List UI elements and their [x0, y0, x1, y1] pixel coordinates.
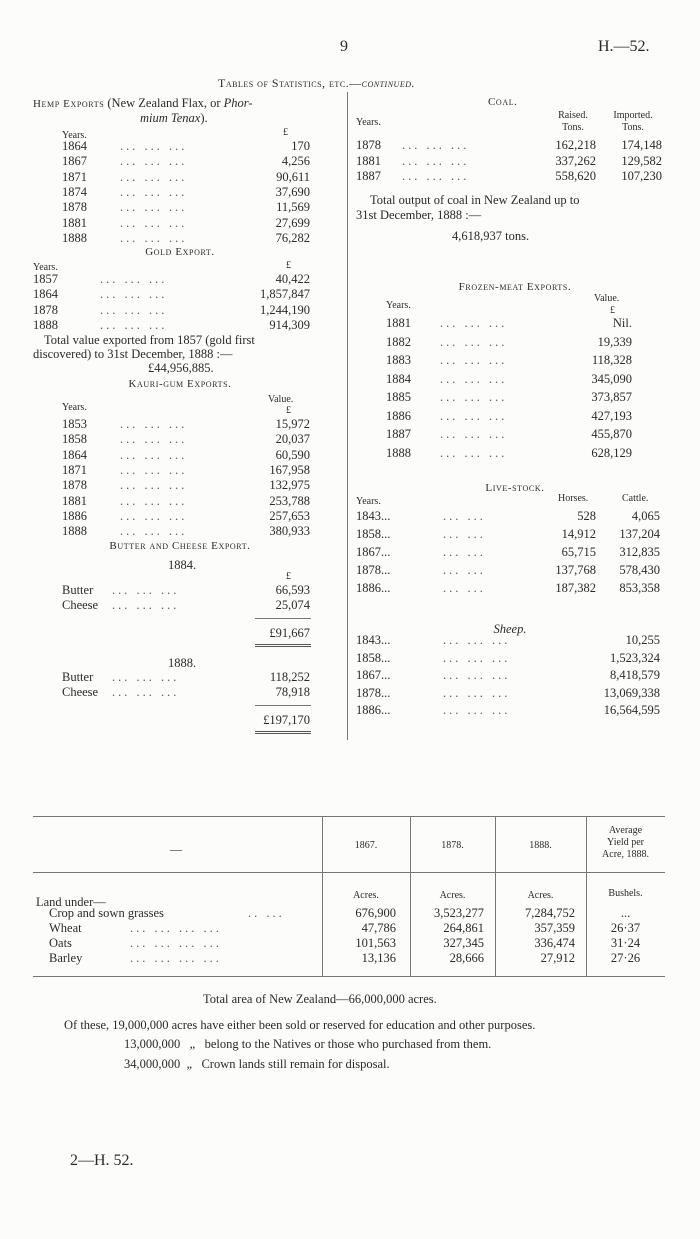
hemp-value: 76,282 — [275, 230, 310, 245]
hemp-leader-dots: ... ... ... — [120, 200, 188, 215]
frozen-value: 628,129 — [591, 445, 632, 460]
land-note-line1: Of these, 19,000,000 acres have either been sold or reserved for education and other purposes. — [64, 1018, 536, 1032]
kauri-value: 132,975 — [269, 478, 310, 493]
livestock-leader-dots: ... ... — [443, 545, 486, 559]
gold-year: 1864 — [33, 287, 58, 302]
coal-year: 1881 — [356, 153, 381, 168]
land-header-1878: 1878. — [441, 840, 464, 851]
gold-value: 1,857,847 — [260, 287, 310, 302]
gold-note-line2: discovered) to 31st December, 1888 :— — [33, 347, 233, 361]
document-reference: H.—52. — [598, 38, 650, 55]
kauri-leader-dots: ... ... ... — [120, 508, 188, 523]
land-value-1888: 357,359 — [534, 921, 575, 935]
kauri-value: 60,590 — [275, 447, 310, 462]
butter-leader-dots: ... ... ... — [112, 670, 180, 684]
sheep-leader-dots: ... ... ... — [443, 668, 511, 682]
livestock-year: 1843... — [356, 509, 391, 523]
frozen-year: 1884 — [386, 371, 411, 386]
kauri-value: 167,958 — [269, 462, 310, 477]
land-table-top-rule — [33, 816, 665, 817]
butter-label: Cheese — [62, 685, 99, 699]
hemp-year: 1878 — [62, 200, 87, 215]
hemp-year: 1871 — [62, 169, 87, 184]
kauri-year: 1853 — [62, 417, 87, 431]
butter-year-1888: 1888. — [168, 656, 197, 670]
land-table-bottom-rule — [33, 976, 665, 977]
kauri-value-header: Value. — [268, 394, 294, 405]
land-row-label: Wheat — [49, 921, 82, 935]
kauri-value: 257,653 — [269, 508, 310, 523]
land-yield: 31·24 — [610, 936, 641, 950]
livestock-year: 1878... — [356, 563, 391, 577]
frozen-year: 1881 — [386, 316, 411, 330]
livestock-cattle: 312,835 — [619, 545, 660, 559]
livestock-cattle: 4,065 — [631, 509, 660, 523]
land-total-area: Total area of New Zealand—66,000,000 acres. — [203, 992, 437, 1006]
butter-total-1888: £197,170 — [263, 713, 310, 727]
page-signature: 2—H. 52. — [70, 1152, 134, 1169]
frozen-year: 1883 — [386, 353, 411, 367]
land-value-1867: 676,900 — [355, 906, 396, 920]
livestock-year: 1867... — [356, 545, 391, 559]
coal-note-line2: 31st December, 1888 :— — [356, 208, 482, 222]
gold-note-line1: Total value exported from 1857 (gold first — [44, 333, 255, 347]
livestock-horses-header: Horses. — [558, 493, 589, 504]
livestock-leader-dots: ... ... — [443, 563, 486, 577]
land-row-label: Oats — [49, 936, 72, 950]
land-table-header-rule — [33, 872, 665, 873]
coal-leader-dots: ... ... ... — [402, 138, 470, 152]
kauri-leader-dots: ... ... ... — [120, 417, 188, 431]
gold-value: 40,422 — [275, 272, 310, 286]
coal-raised: 558,620 — [555, 169, 596, 183]
land-leader-dots: .. ... — [248, 906, 285, 920]
butter-total-1884: £91,667 — [269, 626, 310, 640]
butter-double-rule-1888 — [255, 731, 311, 734]
kauri-title: Kauri-gum Exports. — [128, 378, 232, 390]
hemp-value: 11,569 — [276, 200, 310, 215]
livestock-leader-dots: ... ... — [443, 509, 486, 523]
frozen-value: 373,857 — [591, 390, 632, 404]
frozen-year: 1885 — [386, 390, 411, 404]
coal-year: 1887 — [356, 169, 381, 183]
frozen-leader-dots: ... ... ... — [440, 390, 508, 404]
frozen-year-header: Years. — [386, 300, 411, 311]
coal-leader-dots: ... ... ... — [402, 153, 470, 168]
gold-leader-dots: ... ... ... — [100, 302, 168, 317]
butter-label: Cheese — [62, 598, 99, 612]
land-yield: 26·37 — [610, 921, 641, 935]
kauri-value: 15,972 — [275, 417, 310, 431]
page-title-main: Tables of Statistics, etc.— — [218, 76, 362, 90]
coal-raised: 337,262 — [555, 153, 596, 168]
land-value-1888: 27,912 — [540, 951, 575, 965]
land-value-1878: 327,345 — [443, 936, 484, 950]
hemp-title-cont: mium Tenax). — [140, 111, 208, 125]
butter-label: Butter — [62, 583, 94, 597]
kauri-year: 1888 — [62, 524, 87, 539]
kauri-leader-dots: ... ... ... — [120, 462, 188, 477]
kauri-leader-dots: ... ... ... — [120, 524, 188, 539]
hemp-year-header: Years. — [62, 130, 87, 141]
land-value-1867: 101,563 — [355, 936, 396, 950]
butter-rule-1888 — [255, 705, 311, 706]
land-note-line2: 13,000,000 „ belong to the Natives or those who purchased from them. — [124, 1037, 492, 1051]
butter-unit-header: £ — [286, 571, 291, 582]
land-row-label: Barley — [49, 951, 83, 965]
sheep-value: 13,069,338 — [603, 685, 660, 700]
kauri-value: 380,933 — [269, 524, 310, 539]
hemp-value: 4,256 — [281, 154, 310, 169]
gold-year: 1878 — [33, 302, 58, 317]
gold-year: 1888 — [33, 317, 58, 332]
hemp-value: 90,611 — [276, 169, 310, 184]
coal-raised-unit: Tons. — [562, 122, 584, 133]
sheep-year: 1886... — [356, 703, 391, 717]
land-value-1867: 47,786 — [361, 921, 396, 935]
hemp-value: 170 — [291, 139, 310, 153]
coal-raised-header: Raised. — [558, 110, 588, 121]
kauri-leader-dots: ... ... ... — [120, 493, 188, 508]
coal-imported-header: Imported. — [613, 110, 653, 121]
hemp-leader-dots: ... ... ... — [120, 139, 188, 153]
frozen-leader-dots: ... ... ... — [440, 445, 508, 460]
frozen-value: 427,193 — [591, 408, 632, 423]
kauri-year: 1881 — [62, 493, 87, 508]
livestock-horses: 14,912 — [561, 527, 596, 541]
livestock-horses: 65,715 — [561, 545, 596, 559]
land-yield: ... — [620, 906, 631, 920]
frozen-unit-header: £ — [610, 305, 615, 316]
frozen-value: 19,339 — [597, 334, 632, 349]
land-unit-1878: Acres. — [439, 890, 466, 901]
livestock-leader-dots: ... ... — [443, 581, 486, 595]
kauri-value: 253,788 — [269, 493, 310, 508]
hemp-value: 27,699 — [275, 215, 310, 230]
frozen-leader-dots: ... ... ... — [440, 371, 508, 386]
land-header-1867: 1867. — [354, 840, 378, 851]
land-leader-dots: ... ... ... ... — [130, 921, 222, 935]
kauri-leader-dots: ... ... ... — [120, 478, 188, 493]
butter-leader-dots: ... ... ... — [112, 583, 180, 597]
coal-imported: 174,148 — [621, 138, 662, 152]
land-row-label: Crop and sown grasses — [49, 906, 164, 920]
hemp-leader-dots: ... ... ... — [120, 154, 188, 169]
butter-double-rule-1884 — [255, 644, 311, 647]
frozen-value: Nil. — [612, 316, 632, 330]
gold-year: 1857 — [33, 272, 58, 286]
land-unit-1867: Acres. — [353, 890, 379, 901]
coal-imported: 129,582 — [621, 153, 662, 168]
gold-title: Gold Export. — [145, 246, 215, 258]
frozen-leader-dots: ... ... ... — [440, 353, 508, 367]
sheep-value: 8,418,579 — [610, 668, 660, 682]
hemp-year: 1881 — [62, 215, 87, 230]
coal-raised: 162,218 — [555, 138, 596, 152]
page-title-continued: continued. — [361, 76, 415, 90]
frozen-year: 1882 — [386, 334, 411, 349]
livestock-year: 1886... — [356, 581, 391, 595]
livestock-title: Live-stock. — [485, 482, 545, 494]
frozen-value-header: Value. — [594, 293, 620, 304]
land-yield: 27·26 — [610, 951, 641, 965]
gold-leader-dots: ... ... ... — [100, 287, 168, 302]
hemp-year: 1874 — [62, 184, 87, 199]
livestock-cattle: 853,358 — [619, 581, 660, 595]
hemp-leader-dots: ... ... ... — [120, 184, 188, 199]
land-unit-yield: Bushels. — [608, 888, 643, 899]
coal-title: Coal. — [488, 96, 518, 108]
butter-rule-1884 — [255, 618, 311, 619]
gold-leader-dots: ... ... ... — [100, 317, 168, 332]
kauri-unit-header: £ — [286, 405, 291, 416]
frozen-year: 1888 — [386, 445, 411, 460]
sheep-year: 1843... — [356, 633, 391, 647]
coal-year-header: Years. — [356, 117, 381, 128]
land-blank-header: — — [170, 842, 182, 856]
sheep-value: 1,523,324 — [610, 650, 660, 665]
land-value-1888: 7,284,752 — [525, 906, 575, 920]
land-group-label: Land under— — [36, 895, 106, 909]
butter-leader-dots: ... ... ... — [112, 598, 180, 612]
land-header-avg-3: Acre, 1888. — [602, 849, 649, 860]
frozen-leader-dots: ... ... ... — [440, 316, 508, 330]
frozen-title: Frozen-meat Exports. — [458, 281, 572, 293]
page-number: 9 — [340, 38, 348, 55]
sheep-leader-dots: ... ... ... — [443, 703, 511, 717]
livestock-leader-dots: ... ... — [443, 527, 486, 541]
frozen-value: 118,328 — [591, 353, 632, 367]
coal-leader-dots: ... ... ... — [402, 169, 470, 183]
butter-year-1884: 1884. — [168, 558, 197, 572]
land-value-1888: 336,474 — [534, 936, 575, 950]
frozen-value: 345,090 — [591, 371, 632, 386]
land-header-1888: 1888. — [529, 840, 552, 851]
gold-year-header: Years. — [33, 262, 58, 273]
hemp-year: 1867 — [62, 154, 87, 169]
sheep-leader-dots: ... ... ... — [443, 685, 511, 700]
hemp-unit-header: £ — [283, 127, 288, 138]
frozen-year: 1886 — [386, 408, 411, 423]
sheep-year: 1858... — [356, 650, 391, 665]
frozen-year: 1887 — [386, 427, 411, 441]
land-value-1878: 264,861 — [443, 921, 484, 935]
land-note-line3: 34,000,000 „ Crown lands still remain for disposal. — [124, 1057, 390, 1071]
sheep-leader-dots: ... ... ... — [443, 650, 511, 665]
gold-value: 914,309 — [269, 317, 310, 332]
coal-total: 4,618,937 tons. — [452, 229, 530, 243]
sheep-title: Sheep. — [493, 622, 527, 636]
land-leader-dots: ... ... ... ... — [130, 951, 222, 965]
kauri-value: 20,037 — [275, 432, 310, 447]
coal-year: 1878 — [356, 138, 381, 152]
kauri-leader-dots: ... ... ... — [120, 447, 188, 462]
frozen-leader-dots: ... ... ... — [440, 334, 508, 349]
frozen-leader-dots: ... ... ... — [440, 408, 508, 423]
sheep-leader-dots: ... ... ... — [443, 633, 511, 647]
coal-imported: 107,230 — [621, 169, 662, 183]
butter-value: 118,252 — [269, 670, 310, 684]
gold-value: 1,244,190 — [260, 302, 310, 317]
hemp-leader-dots: ... ... ... — [120, 230, 188, 245]
land-header-avg-2: Yield per — [607, 837, 644, 848]
livestock-cattle: 137,204 — [619, 527, 660, 541]
kauri-leader-dots: ... ... ... — [120, 432, 188, 447]
sheep-value: 16,564,595 — [603, 703, 660, 717]
coal-imported-unit: Tons. — [622, 122, 644, 133]
butter-value: 66,593 — [275, 583, 310, 597]
coal-note-line1: Total output of coal in New Zealand up to — [370, 193, 580, 207]
sheep-year: 1867... — [356, 668, 391, 682]
land-header-avg-1: Average — [608, 825, 643, 836]
livestock-cattle: 578,430 — [619, 563, 660, 577]
land-unit-1888: Acres. — [527, 890, 554, 901]
kauri-year: 1871 — [62, 462, 87, 477]
land-value-1878: 28,666 — [449, 951, 484, 965]
land-value-1867: 13,136 — [361, 951, 396, 965]
sheep-year: 1878... — [356, 685, 391, 700]
kauri-year: 1864 — [62, 447, 87, 462]
livestock-horses: 187,382 — [555, 581, 596, 595]
butter-value: 25,074 — [275, 598, 310, 612]
hemp-year: 1888 — [62, 230, 87, 245]
hemp-value: 37,690 — [275, 184, 310, 199]
gold-unit-header: £ — [286, 260, 291, 271]
gold-leader-dots: ... ... ... — [100, 272, 168, 286]
hemp-title: Hemp Exports (New Zealand Flax, or Phor- — [33, 96, 253, 110]
land-value-1878: 3,523,277 — [434, 906, 484, 920]
frozen-value: 455,870 — [591, 427, 632, 441]
livestock-year: 1858... — [356, 527, 391, 541]
page-title — [218, 76, 415, 91]
livestock-horses: 137,768 — [555, 563, 596, 577]
sheep-value: 10,255 — [625, 633, 660, 647]
hemp-leader-dots: ... ... ... — [120, 215, 188, 230]
butter-label: Butter — [62, 670, 94, 684]
butter-leader-dots: ... ... ... — [112, 685, 180, 699]
kauri-year: 1886 — [62, 508, 87, 523]
column-divider — [347, 92, 348, 740]
livestock-cattle-header: Cattle. — [622, 493, 649, 504]
livestock-horses: 528 — [577, 509, 596, 523]
hemp-leader-dots: ... ... ... — [120, 169, 188, 184]
butter-title: Butter and Cheese Export. — [109, 540, 251, 552]
gold-total: £44,956,885. — [148, 361, 214, 375]
frozen-leader-dots: ... ... ... — [440, 427, 508, 441]
kauri-year: 1858 — [62, 432, 87, 447]
kauri-year-header: Years. — [62, 402, 87, 413]
butter-value: 78,918 — [275, 685, 310, 699]
livestock-year-header: Years. — [356, 496, 381, 507]
kauri-year: 1878 — [62, 478, 87, 493]
land-leader-dots: ... ... ... ... — [130, 936, 222, 950]
hemp-year: 1864 — [62, 139, 87, 153]
